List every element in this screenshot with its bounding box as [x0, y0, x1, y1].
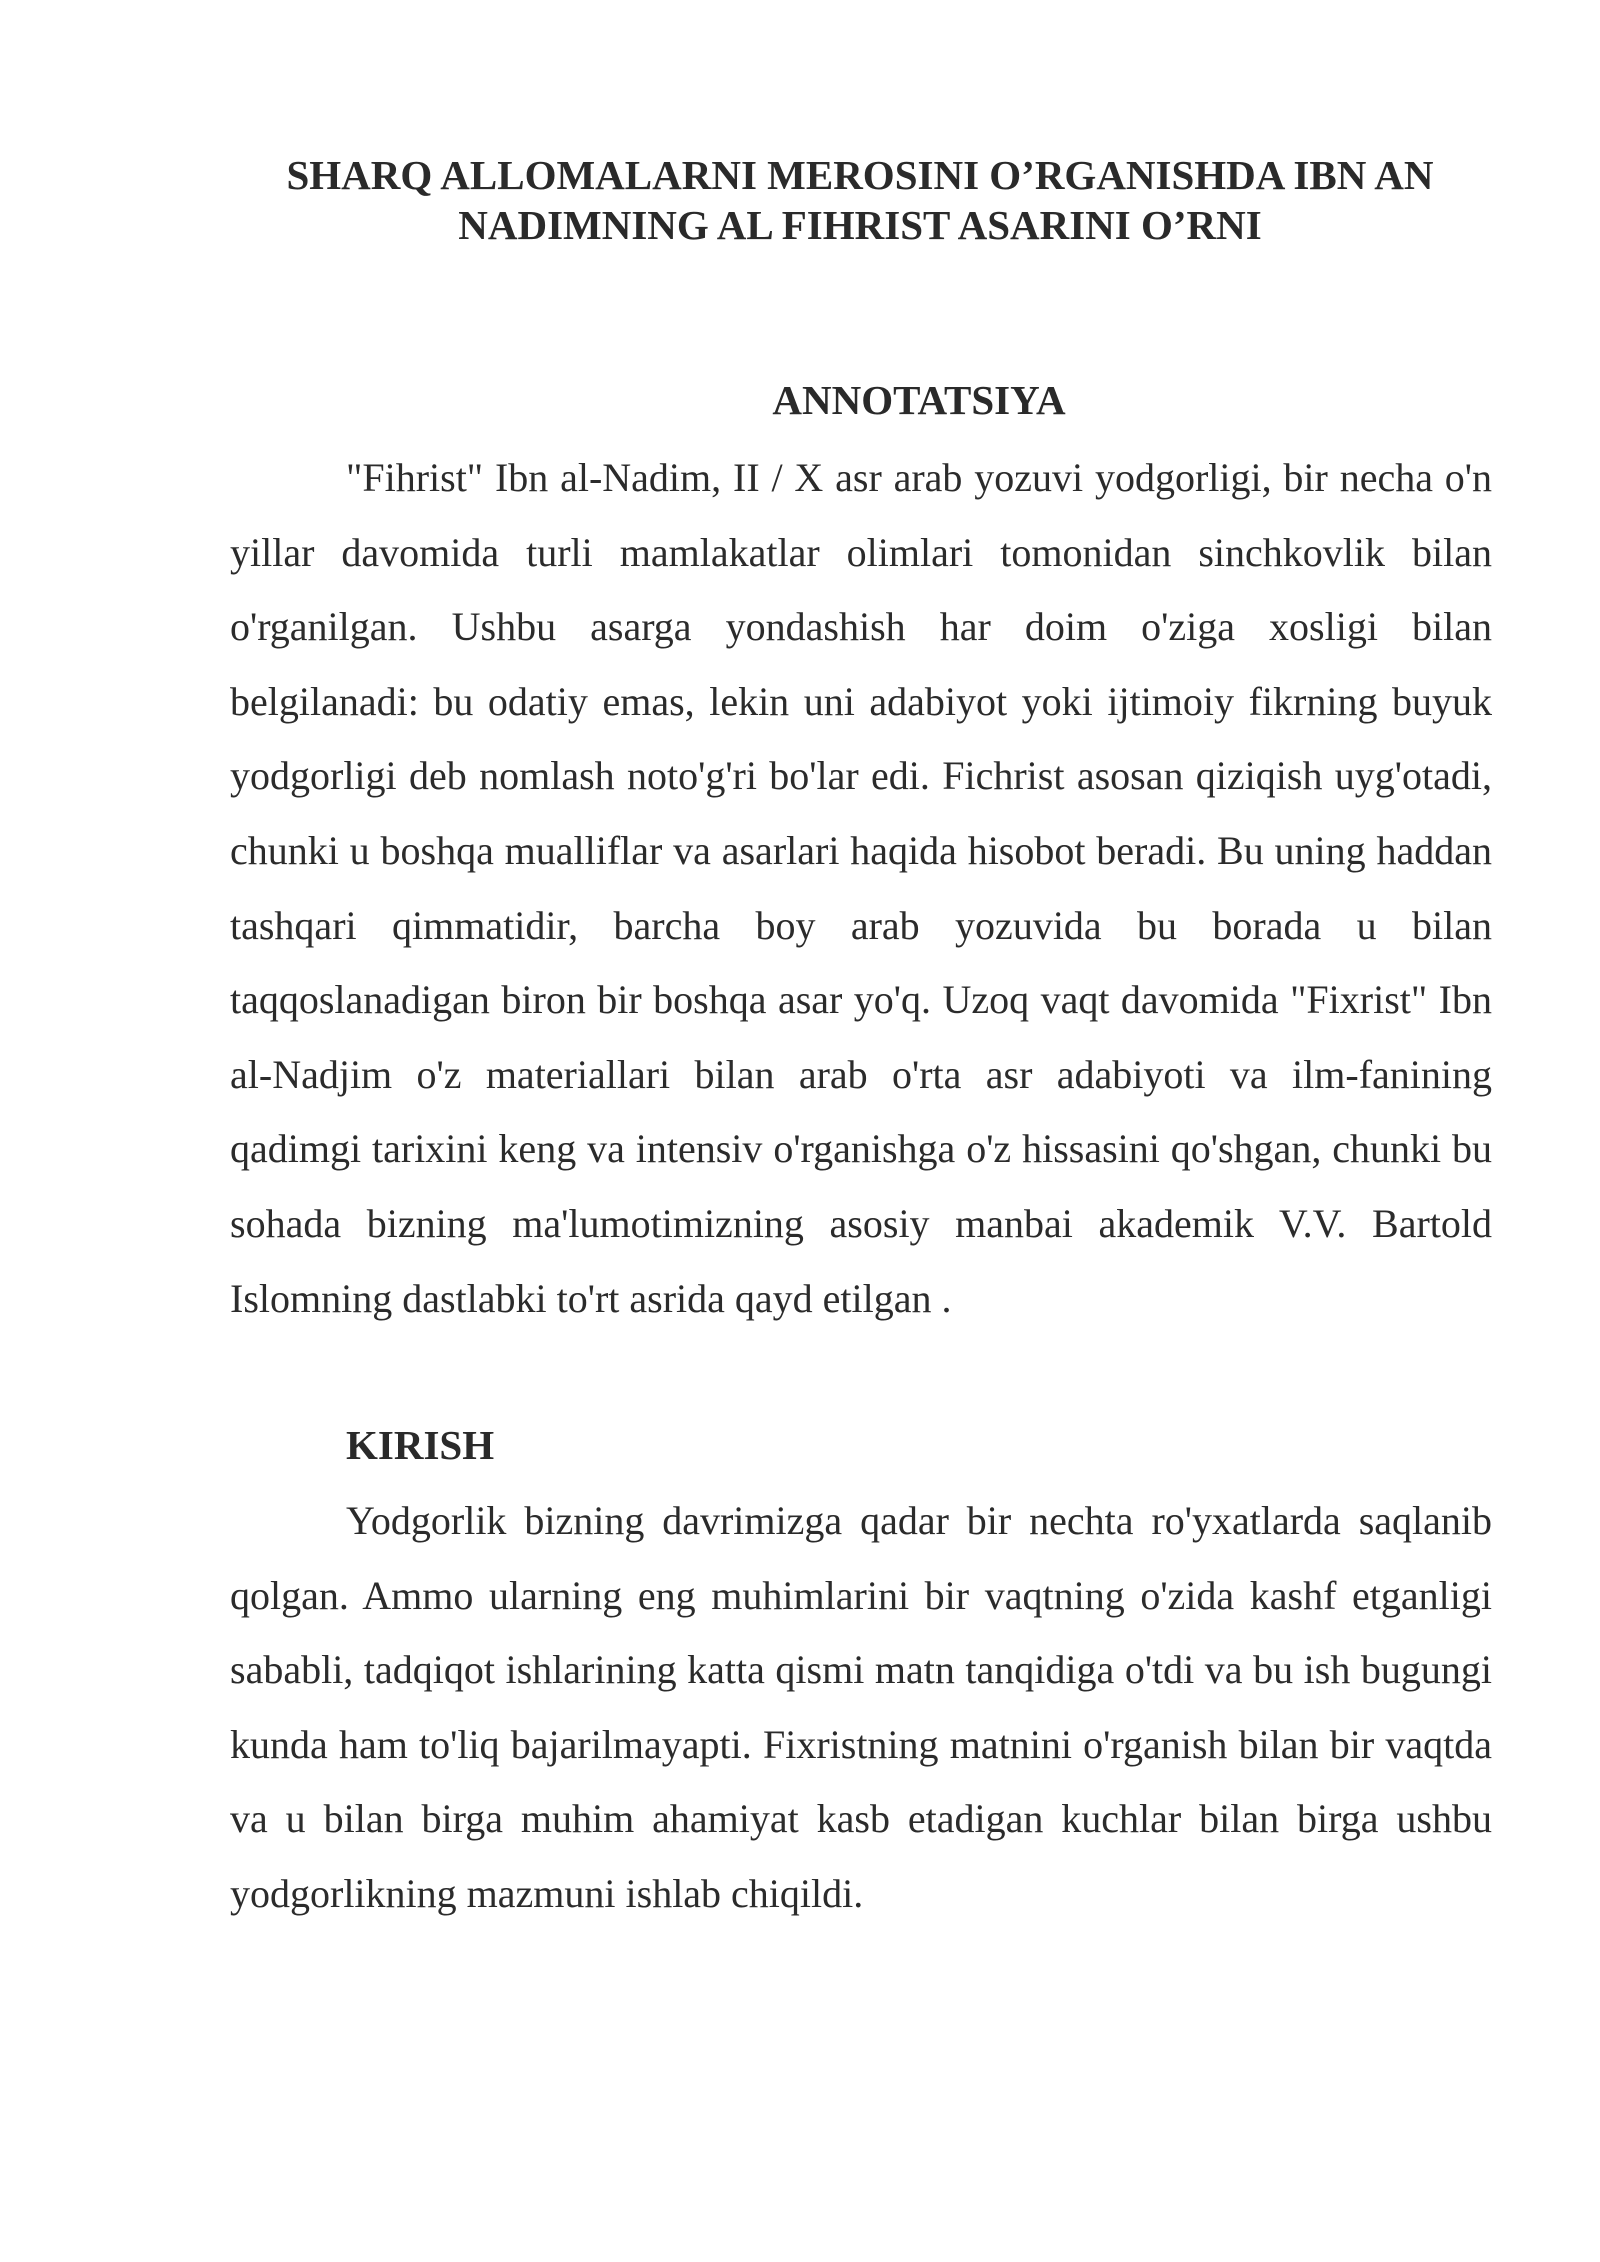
annotation-paragraph: "Fihrist" Ibn al-Nadim, II / X asr arab yozuvi yodgorligi, bir necha o'n yillar davomida turli mamlakatlar olimlari tomonidan sinchkovlik bilan o'rganilgan. Ushbu asarga yondashish har doim o'ziga xosligi bilan belgilanadi: bu odatiy emas, lekin uni adabiyot yoki ijtimoiy fikrning buyuk yodgorligi deb nomlash noto'g'ri bo'lar edi. Fichrist asosan qiziqish uyg'otadi, chunki u boshqa mualliflar va asarlari haqida hisobot beradi. Bu uning haddan tashqari qimmatidir, barcha boy arab yozuvida bu borada u bilan taqqoslanadigan biron bir boshqa asar yo'q. Uzoq vaqt davomida "Fixrist" Ibn al-Nadjim o'z materiallari bilan arab o'rta asr adabiyoti va ilm-fanining qadimgi tarixini keng va intensiv o'rganishga o'z hissasini qo'shgan, chunki bu sohada bizning ma'lumotimizning asosiy manbai akademik V.V. Bartold Islomning dastlabki to'rt asrida qayd etilgan .: [230, 455, 1492, 1321]
document-title: SHARQ ALLOMALARNI MEROSINI O’RGANISHDA IBN AN NADIMNING AL FIHRIST ASARINI O’RNI: [286, 152, 1434, 248]
annotation-heading: ANNOTATSIYA: [772, 377, 1066, 423]
intro-paragraph: Yodgorlik bizning davrimizga qadar bir nechta ro'yxatlarda saqlanib qolgan. Ammo ularning eng muhimlarini bir vaqtning o'zida kashf etganligi sababli, tadqiqot ishlarining katta qismi matn tanqidiga o'tdi va bu ish bugungi kunda ham to'liq bajarilmayapti. Fixristning matnini o'rganish bilan bir vaqtda va u bilan birga muhim ahamiyat kasb etadigan kuchlar bilan birga ushbu yodgorlikning mazmuni ishlab chiqildi.: [230, 1498, 1492, 1916]
intro-heading: KIRISH: [346, 1422, 495, 1468]
